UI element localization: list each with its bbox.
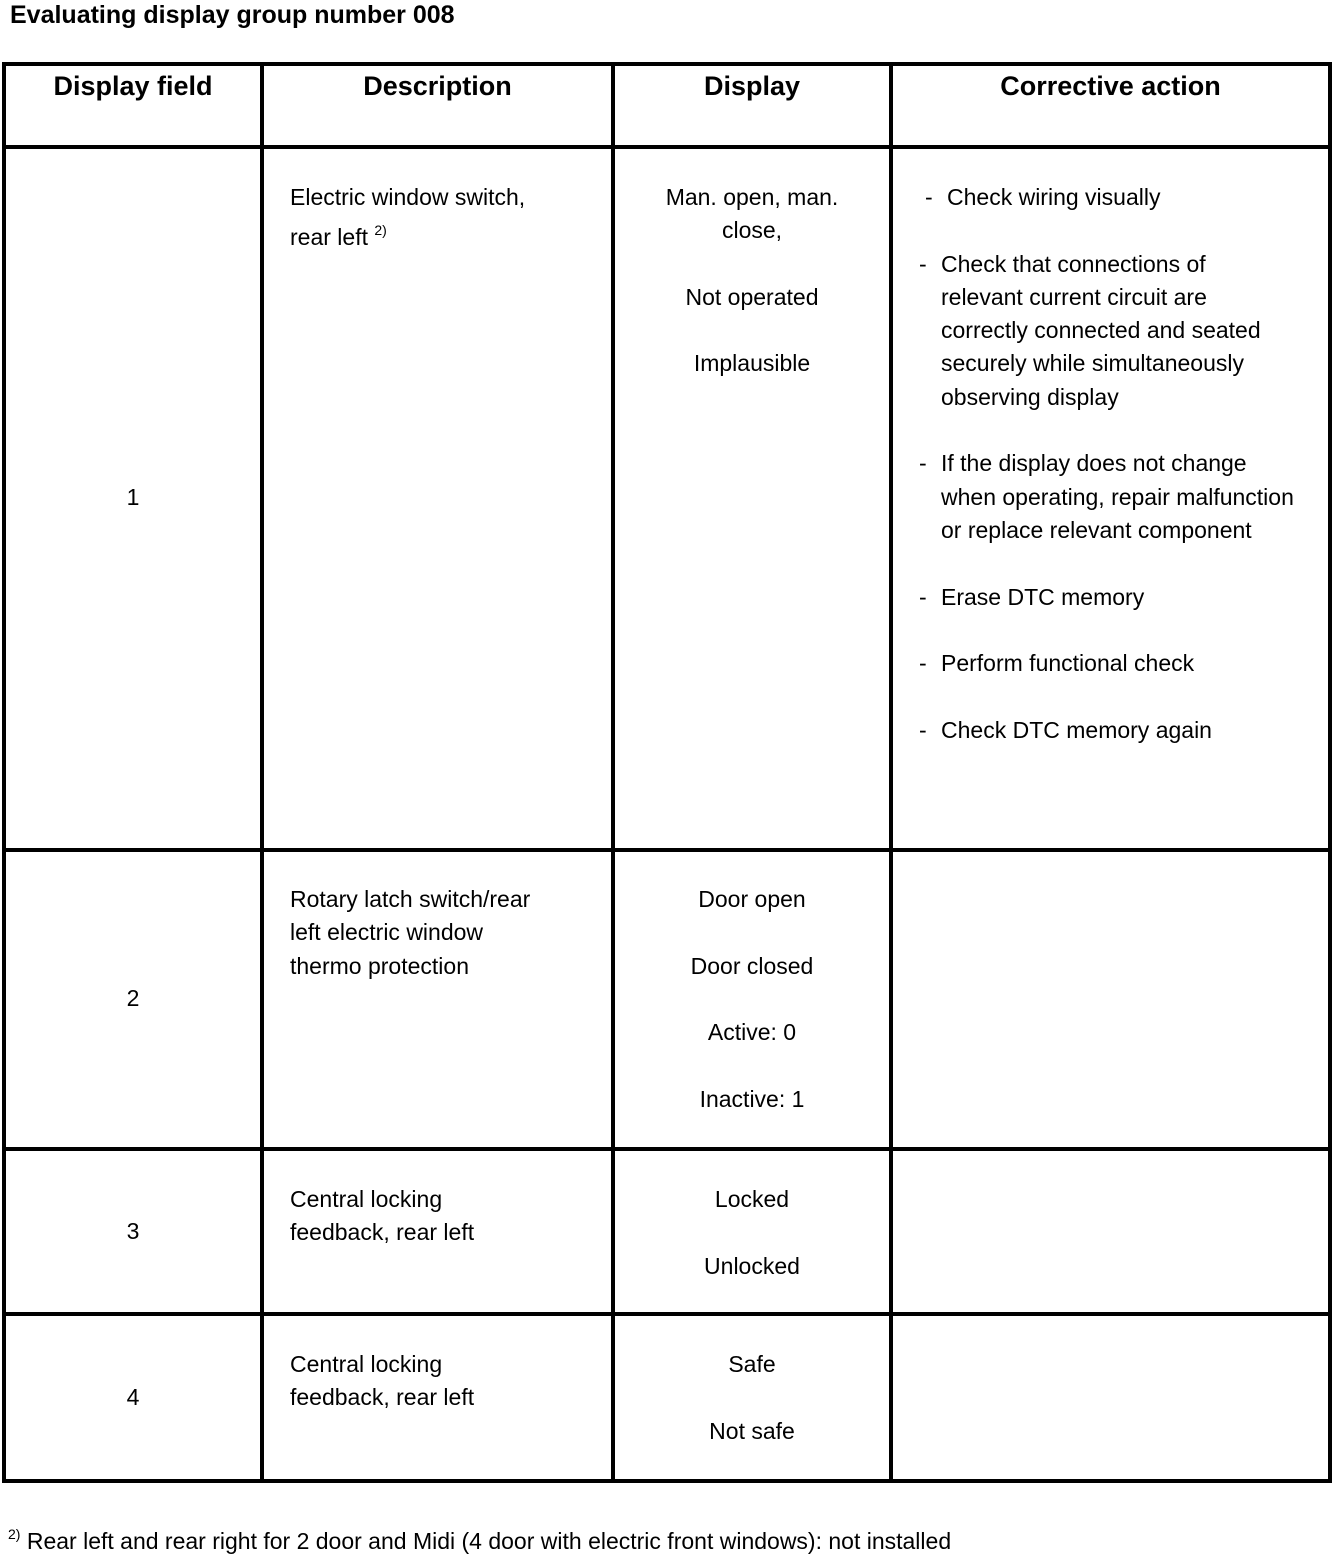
display-value: Man. open, man. bbox=[665, 184, 839, 210]
bullet-dash: - bbox=[919, 650, 927, 677]
corrective-action-text: Check DTC memory again bbox=[941, 716, 1212, 743]
corrective-action-text: Erase DTC memory bbox=[941, 583, 1145, 610]
row-1-display bbox=[615, 181, 889, 381]
display-value: Unlocked bbox=[704, 1252, 800, 1279]
corrective-action-item bbox=[919, 647, 1299, 680]
corrective-action-text: Perform functional check bbox=[941, 650, 1195, 677]
display-value: Not operated bbox=[685, 283, 819, 310]
description-line: feedback, rear left bbox=[290, 1384, 475, 1411]
display-value: Active: 0 bbox=[707, 1019, 797, 1046]
bullet-dash: - bbox=[919, 450, 927, 477]
corrective-action-text: Check that connections of relevant current circuit are correctly connected and seated securely while simultaneously observing display bbox=[941, 250, 1261, 410]
column-divider bbox=[260, 62, 264, 1483]
display-value: Implausible bbox=[693, 350, 811, 377]
footnote-text: Rear left and rear right for 2 door and Midi (4 door with electric front windows): not installed bbox=[26, 1528, 952, 1554]
column-divider bbox=[889, 62, 893, 1483]
corrective-action-text: If the display does not change when operating, repair malfunction or replace relevant component bbox=[941, 450, 1294, 543]
bullet-dash: - bbox=[919, 583, 927, 610]
description-line: Rotary latch switch/rear bbox=[290, 886, 531, 912]
description-line: Electric window switch, bbox=[290, 184, 526, 210]
display-value: Not safe bbox=[709, 1417, 795, 1444]
row-2-field: 2 bbox=[126, 985, 140, 1011]
table-border-top bbox=[2, 62, 1332, 66]
row-2-display bbox=[615, 883, 889, 1116]
display-value: Door closed bbox=[690, 952, 814, 979]
corrective-action-item bbox=[925, 181, 1299, 214]
row-4-field: 4 bbox=[126, 1384, 140, 1410]
description-line: Central locking bbox=[290, 1351, 443, 1377]
table-border-bottom bbox=[2, 1479, 1332, 1483]
row-divider bbox=[2, 1312, 1332, 1316]
corrective-action-item bbox=[919, 447, 1306, 547]
display-value: Safe bbox=[728, 1351, 776, 1377]
description-text: rear left bbox=[290, 224, 368, 251]
header-display: Display bbox=[703, 71, 801, 101]
row-3-field: 3 bbox=[126, 1218, 140, 1244]
bullet-dash: - bbox=[919, 250, 927, 277]
row-3-display bbox=[615, 1183, 889, 1283]
header-display-field: Display field bbox=[53, 71, 213, 101]
row-divider bbox=[2, 1147, 1332, 1151]
display-value: Door open bbox=[698, 886, 806, 912]
row-divider bbox=[2, 848, 1332, 852]
display-value: Locked bbox=[714, 1186, 790, 1212]
bullet-dash: - bbox=[919, 716, 927, 743]
table-border-left bbox=[2, 62, 6, 1483]
row-4-display bbox=[615, 1348, 889, 1448]
page-title: Evaluating display group number 008 bbox=[10, 1, 455, 29]
footnote-marker: 2) bbox=[8, 1526, 21, 1542]
description-line: Central locking bbox=[290, 1186, 443, 1212]
row-1-field: 1 bbox=[126, 484, 140, 510]
row-2-description bbox=[290, 883, 605, 983]
corrective-action-item bbox=[919, 248, 1271, 414]
header-corrective-action: Corrective action bbox=[1000, 71, 1221, 101]
row-4-description bbox=[290, 1348, 605, 1415]
corrective-action-text: Check wiring visually bbox=[947, 184, 1161, 210]
row-1-description bbox=[290, 181, 605, 255]
bullet-dash: - bbox=[925, 184, 933, 210]
display-value: Inactive: 1 bbox=[699, 1085, 805, 1112]
table-border-right bbox=[1328, 62, 1332, 1483]
corrective-action-item bbox=[919, 581, 1299, 614]
description-line: left electric window bbox=[290, 919, 484, 946]
description-line bbox=[290, 214, 605, 254]
header-description: Description bbox=[363, 71, 512, 101]
description-line: thermo protection bbox=[290, 952, 469, 979]
corrective-action-item bbox=[919, 714, 1299, 747]
display-value: close, bbox=[721, 217, 783, 244]
description-line: feedback, rear left bbox=[290, 1219, 475, 1246]
footnote-reference: 2) bbox=[374, 222, 387, 239]
row-3-description bbox=[290, 1183, 605, 1250]
header-divider bbox=[2, 145, 1332, 149]
row-1-corrective-actions bbox=[919, 181, 1299, 747]
footnote bbox=[8, 1519, 951, 1556]
